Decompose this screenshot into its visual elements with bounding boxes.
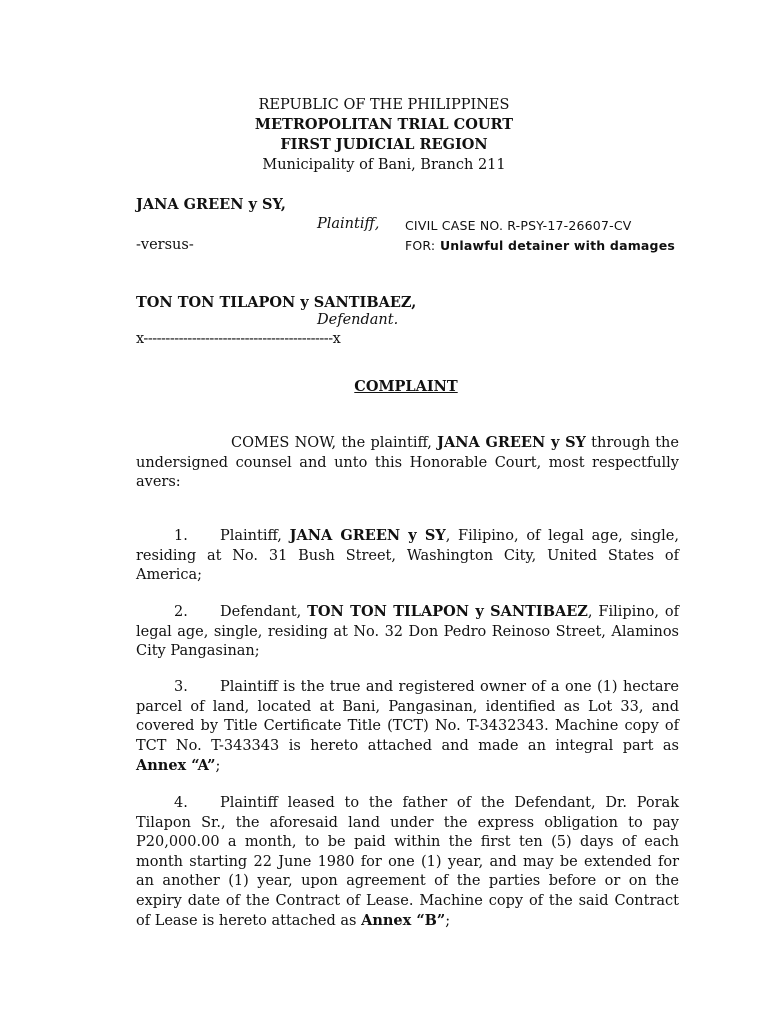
paragraph-bold: Annex “A” [136, 757, 216, 774]
for-value: Unlawful detainer with damages [439, 238, 676, 253]
plaintiff-role: Plaintiff, [317, 216, 380, 232]
caption-separator: x-------------------------------------------x [136, 331, 341, 347]
header-court: METROPOLITAN TRIAL COURT [254, 116, 514, 133]
paragraph-1 [136, 526, 679, 586]
paragraph-bold: JANA GREEN y SY [289, 527, 446, 544]
paragraph-text: Plaintiff leased to the father of the Defendant, Dr. Porak Tilapon Sr., the aforesaid land under the express obligation to pay P20,000.00 a month, to be paid within the first ten (5) days of each month starting 22 June 1980 for one (1) year, and may be extended for an another (1) year, upon agreement of the parties before or on the expiry date of the Contract of Lease. Machine copy of the said Contract of Lease is hereto attached as [136, 795, 679, 929]
for-label: FOR: [405, 238, 436, 253]
intro-paragraph [136, 433, 679, 493]
paragraph-4 [136, 794, 679, 932]
paragraph-text: , Filipino, of legal age, single, residing at No. 32 Don Pedro Reinoso Street, Alaminos City Pangasinan; [136, 604, 679, 659]
header-branch: Municipality of Bani, Branch 211 [262, 157, 506, 173]
paragraph-number: 2. [174, 604, 188, 620]
case-number: CIVIL CASE NO. R-PSY-17-26607-CV [405, 218, 632, 233]
paragraph-text: Plaintiff, [220, 528, 290, 544]
paragraph-text: ; [215, 758, 221, 774]
paragraph-text: Defendant, [220, 604, 308, 620]
intro-plaintiff: JANA GREEN y SY [437, 434, 586, 451]
paragraph-bold: Annex “B” [361, 912, 446, 929]
intro-text-c: through the undersigned counsel and unto this Honorable Court, most respectfully avers: [136, 435, 679, 490]
paragraph-text: ; [445, 913, 451, 929]
header-region: FIRST JUDICIAL REGION [280, 136, 488, 153]
court-header [0, 95, 768, 175]
paragraph-2 [136, 602, 679, 662]
versus-label: -versus- [136, 237, 194, 253]
paragraph-text: , Filipino, of legal age, single, residing at No. 31 Bush Street, Washington City, United States of America; [136, 528, 679, 583]
defendant-role: Defendant. [317, 312, 399, 328]
paragraph-number: 3. [174, 679, 188, 695]
paragraph-text: Plaintiff is the true and registered owner of a one (1) hectare parcel of land, located at Bani, Pangasinan, identified as Lot 33, and covered by Title Certificate Title (TCT) No. T-3432343. Machine copy of TCT No. T-343343 is hereto attached and made an integral part as [136, 679, 679, 754]
header-republic: REPUBLIC OF THE PHILIPPINES [258, 97, 510, 113]
plaintiff-name: JANA GREEN y SY, [136, 196, 286, 213]
paragraph-bold: TON TON TILAPON y SANTIBAEZ [307, 603, 588, 620]
defendant-name: TON TON TILAPON y SANTIBAEZ, [136, 294, 417, 311]
intro-text-a: COMES NOW, the plaintiff, [231, 435, 438, 451]
case-subject [405, 238, 675, 254]
paragraph-number: 4. [174, 795, 188, 811]
paragraph-3 [136, 678, 679, 777]
document-title: COMPLAINT [354, 378, 458, 395]
paragraph-number: 1. [174, 528, 188, 544]
